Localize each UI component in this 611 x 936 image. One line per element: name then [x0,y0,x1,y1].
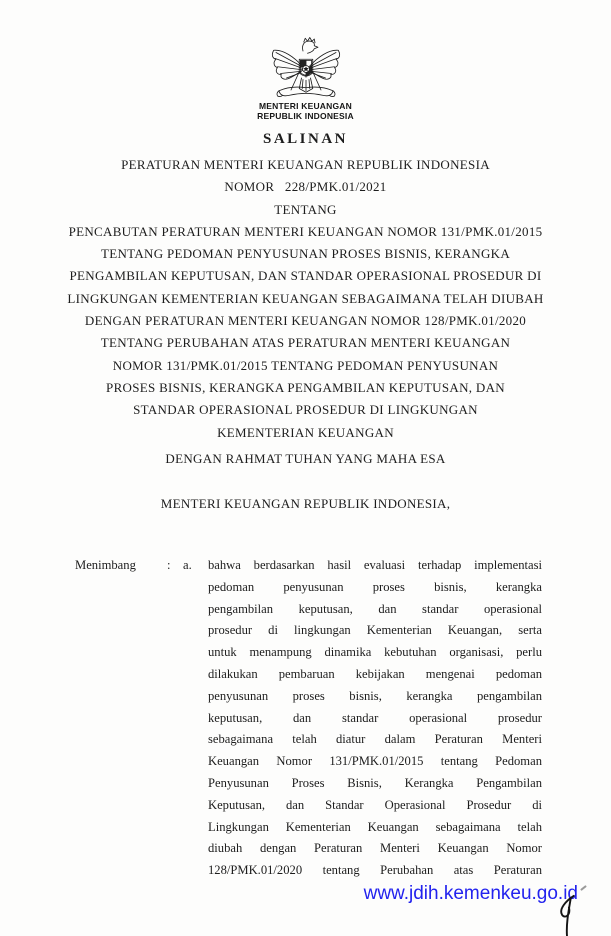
paragraph-line: Keuangan Nomor 131/PMK.01/2015 tentang Pedoman [208,754,542,769]
considering-paragraph [208,555,542,882]
paragraph-line: bahwa berdasarkan hasil evaluasi terhadap implementasi [208,558,542,572]
considering-section [75,555,542,882]
garuda-pancasila-emblem-icon [268,36,344,102]
title-line: PENCABUTAN PERATURAN MENTERI KEUANGAN NOMOR 131/PMK.01/2015 [68,223,543,239]
paragraph-line: pengambilan keputusan, dan standar operasional [208,601,542,616]
paragraph-line: diubah dengan Peraturan Menteri Keuangan Nomor [208,841,542,856]
title-line: PENGAMBILAN KEPUTUSAN, DAN STANDAR OPERASIONAL PROSEDUR DI [69,268,542,284]
considering-item-marker: a. [183,558,192,572]
paragraph-line: 128/PMK.01/2020 tentang Perubahan atas Peraturan [208,863,542,878]
paragraph-line: untuk menampung dinamika kebutuhan organisasi, perlu [208,645,542,660]
paragraph-line: prosedur di lingkungan Kementerian Keuangan, serta [208,623,542,638]
title-line: TENTANG [274,201,337,217]
paragraph-line: dilakukan pembaruan kebijakan mengenai pedoman [208,666,542,681]
invocation-line: DENGAN RAHMAT TUHAN YANG MAHA ESA [165,451,446,466]
title-line: TENTANG PERUBAHAN ATAS PERATURAN MENTERI KEUANGAN [100,335,511,351]
paragraph-line: Penyusunan Proses Bisnis, Kerangka Pengambilan [208,775,542,790]
title-line: PROSES BISNIS, KERANGKA PENGAMBILAN KEPUTUSAN, DAN [106,379,505,395]
title-line: LINGKUNGAN KEMENTERIAN KEUANGAN SEBAGAIMANA TELAH DIUBAH [67,290,544,306]
title-line: PERATURAN MENTERI KEUANGAN REPUBLIK INDONESIA [121,157,490,172]
title-line: KEMENTERIAN KEUANGAN [217,424,394,440]
ministry-letterhead [0,101,611,121]
pen-tick-mark-icon [580,885,587,891]
title-line: DENGAN PERATURAN MENTERI KEUANGAN NOMOR 128/PMK.01/2020 [84,313,527,329]
considering-colon: : [167,558,171,572]
paragraph-line: Lingkungan Kementerian Keuangan sebagaimana telah [208,819,542,834]
title-line: NOMOR 228/PMK.01/2021 [224,179,387,195]
paragraph-line: Keputusan, dan Standar Operasional Prosedur di [208,797,542,812]
jdih-watermark-text: www.jdih.kemenkeu.go.id [363,883,578,904]
ministry-name-line2: REPUBLIK INDONESIA [257,111,354,121]
considering-label: Menimbang [75,558,136,572]
handwritten-initial-icon [555,894,579,936]
paragraph-line: penyusunan proses bisnis, kerangka pengambilan [208,688,542,703]
title-line: STANDAR OPERASIONAL PROSEDUR DI LINGKUNGAN [133,402,478,418]
title-line: NOMOR 131/PMK.01/2015 TENTANG PEDOMAN PENYUSUNAN [112,357,499,373]
copy-stamp-label: SALINAN [262,131,348,147]
paragraph-line: pedoman penyusunan proses bisnis, kerangka [208,579,542,594]
paragraph-line: sebagaimana telah diatur dalam Peraturan Menteri [208,732,542,747]
regulation-title [28,154,583,444]
paragraph-line: keputusan, dan standar operasional prosedur [208,710,542,725]
ministry-name-line1: MENTERI KEUANGAN [259,101,352,111]
title-line: TENTANG PEDOMAN PENYUSUNAN PROSES BISNIS, KERANGKA [100,246,511,262]
authority-line: MENTERI KEUANGAN REPUBLIK INDONESIA, [160,496,451,511]
